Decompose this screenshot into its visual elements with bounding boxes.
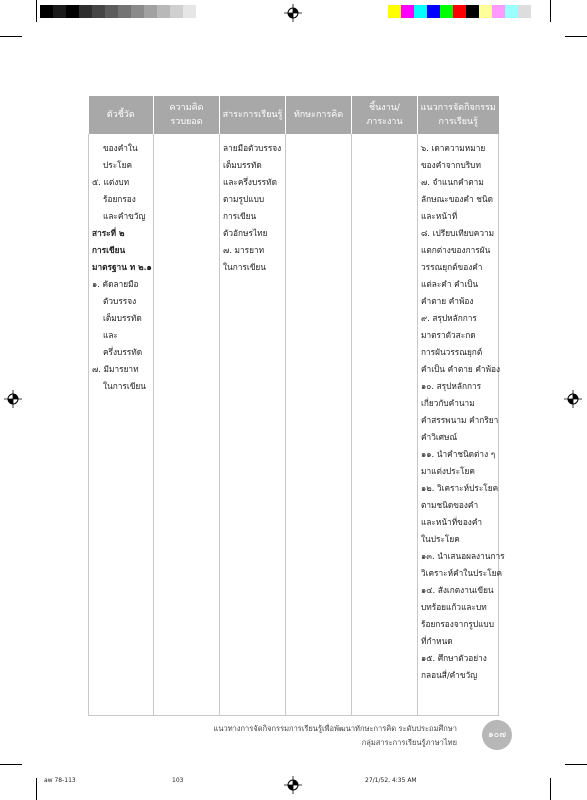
slug-filename: aw 78-113 bbox=[44, 777, 76, 784]
gray-swatch bbox=[144, 5, 157, 18]
concept-cell bbox=[154, 134, 220, 716]
activity-line: คำสรรพนาม คำกริยา bbox=[421, 415, 499, 425]
activity-line: ๘. เปรียบเทียบความ bbox=[421, 228, 495, 238]
activity-line: แต่ละคำ คำเป็น bbox=[421, 279, 479, 289]
color-swatch bbox=[466, 5, 479, 18]
content-line: เต็มบรรทัด bbox=[223, 160, 262, 170]
activity-line: วรรณยุกต์ของคำ bbox=[421, 262, 483, 272]
color-swatch bbox=[453, 5, 466, 18]
activity-line: ๖. เดาความหมาย bbox=[421, 143, 486, 153]
indicator-line: ๗. มีมารยาท bbox=[92, 364, 139, 374]
color-swatch bbox=[479, 5, 492, 18]
thinking-skills-cell bbox=[286, 134, 352, 716]
activity-line: คำตาย คำพ้อง bbox=[421, 296, 474, 306]
content-line: ตัวอักษรไทย bbox=[223, 228, 268, 238]
footer-book-title: แนวทางการจัดกิจกรรมการเรียนรู้เพื่อพัฒนาทักษะการคิด ระดับประถมศึกษา bbox=[213, 724, 457, 733]
activity-line: วิเคราะห์คำในประโยค bbox=[421, 568, 503, 578]
activity-line: ๙. สรุปหลักการ bbox=[421, 313, 477, 323]
indicator-line: เต็มบรรทัด bbox=[103, 313, 142, 323]
gray-swatch bbox=[183, 5, 196, 18]
indicator-line: และคำขวัญ bbox=[103, 211, 146, 221]
registration-mark-left-icon bbox=[4, 390, 22, 408]
indicator-line: ตัวบรรจง bbox=[103, 296, 137, 306]
activity-line: ๑๔. สังเกตงานเขียน bbox=[421, 585, 494, 595]
learning-plan-table bbox=[88, 96, 505, 716]
header-thinking-skills: ทักษะการคิด bbox=[286, 96, 352, 134]
content-line: และครึ่งบรรทัด bbox=[223, 177, 277, 187]
header-learning-content: สาระการเรียนรู้ bbox=[220, 96, 286, 134]
footer-subject: กลุ่มสาระการเรียนรู้ภาษาไทย bbox=[361, 738, 457, 747]
indicators-cell bbox=[89, 134, 154, 716]
activity-line: ตามชนิดของคำ bbox=[421, 500, 479, 510]
slug-page: 103 bbox=[172, 777, 184, 784]
gray-swatch bbox=[66, 5, 79, 18]
activity-line: มาแต่งประโยค bbox=[421, 466, 475, 476]
color-swatch bbox=[427, 5, 440, 18]
registration-mark-right-icon bbox=[564, 390, 582, 408]
gray-swatch bbox=[157, 5, 170, 18]
header-concept: ความคิด รวบยอด bbox=[154, 96, 220, 134]
activity-line: ๑๒. วิเคราะห์ประโยค bbox=[421, 483, 499, 493]
activity-line: กลอนสี่/คำขวัญ bbox=[421, 670, 478, 680]
gray-swatch bbox=[170, 5, 183, 18]
activity-line: บทร้อยแก้วและบท bbox=[421, 602, 487, 612]
activity-line: ที่กำหนด bbox=[421, 636, 453, 646]
activity-line: คำวิเศษณ์ bbox=[421, 432, 458, 442]
slug-timestamp: 27/1/52, 4:35 AM bbox=[365, 777, 417, 784]
activity-line: ๗. จำแนกคำตาม bbox=[421, 177, 484, 187]
content-line: ในการเขียน bbox=[223, 262, 266, 272]
indicator-line: มาตรฐาน ท ๒.๑ bbox=[92, 262, 152, 272]
activity-line: มาตราตัวสะกด bbox=[421, 330, 476, 340]
indicator-line: ๕. แต่งบท bbox=[92, 177, 130, 187]
activities-cell bbox=[418, 134, 505, 716]
activity-line: แตกต่างของการผัน bbox=[421, 245, 491, 255]
indicator-line: การเขียน bbox=[92, 245, 126, 255]
table-row bbox=[89, 134, 499, 716]
activity-line: และหน้าที่ของคำ bbox=[421, 517, 483, 527]
indicator-line: ๑. คัดลายมือ bbox=[92, 279, 139, 289]
color-swatch bbox=[388, 5, 401, 18]
indicator-line: ร้อยกรอง bbox=[103, 194, 136, 204]
color-swatch bbox=[492, 5, 505, 18]
gray-swatch bbox=[118, 5, 131, 18]
activity-line: ร้อยกรองจากรูปแบบ bbox=[421, 619, 494, 629]
activity-line: ๑๕. ศึกษาตัวอย่าง bbox=[421, 653, 487, 663]
learning-content-cell bbox=[220, 134, 286, 716]
content-line: ลายมือตัวบรรจง bbox=[223, 143, 282, 153]
gray-swatch bbox=[92, 5, 105, 18]
gray-swatch bbox=[196, 5, 209, 18]
content-line: ๗. มารยาท bbox=[223, 245, 265, 255]
color-swatch bbox=[401, 5, 414, 18]
content-line: การเขียน bbox=[223, 211, 257, 221]
grayscale-calibration-bar bbox=[40, 5, 209, 18]
color-swatch bbox=[518, 5, 531, 18]
header-activities: แนวการจัดกิจกรรม การเรียนรู้ bbox=[418, 96, 499, 134]
indicator-line: ครึ่งบรรทัด bbox=[103, 347, 143, 357]
indicator-line: ของคำใน bbox=[103, 143, 138, 153]
workpiece-cell bbox=[352, 134, 418, 716]
indicator-line: ประโยค bbox=[103, 160, 133, 170]
activity-line: คำเป็น คำตาย คำพ้อง bbox=[421, 364, 501, 374]
header-indicators: ตัวชี้วัด bbox=[89, 96, 154, 134]
table-header-row bbox=[89, 96, 499, 134]
indicator-line: ในการเขียน bbox=[103, 381, 146, 391]
gray-swatch bbox=[79, 5, 92, 18]
activity-line: ๑๑. นำคำชนิดต่าง ๆ bbox=[421, 449, 496, 459]
registration-mark-bottom-icon bbox=[284, 776, 302, 794]
activity-line: ๑๓. นำเสนอผลงานการ bbox=[421, 551, 505, 561]
gray-swatch bbox=[105, 5, 118, 18]
color-swatch bbox=[505, 5, 518, 18]
activity-line: การผันวรรณยุกต์ bbox=[421, 347, 483, 357]
gray-swatch bbox=[131, 5, 144, 18]
header-workpiece: ชิ้นงาน/ ภาระงาน bbox=[352, 96, 418, 134]
gray-swatch bbox=[53, 5, 66, 18]
registration-mark-top-icon bbox=[284, 4, 302, 22]
activity-line: และหน้าที่ bbox=[421, 211, 458, 221]
activity-line: ของคำจากบริบท bbox=[421, 160, 481, 170]
gray-swatch bbox=[40, 5, 53, 18]
indicator-line: สาระที่ ๒ bbox=[92, 228, 125, 238]
color-swatch bbox=[414, 5, 427, 18]
color-swatch bbox=[440, 5, 453, 18]
color-calibration-bar bbox=[388, 5, 544, 18]
activity-line: ลักษณะของคำ ชนิด bbox=[421, 194, 493, 204]
activity-line: ในประโยค bbox=[421, 534, 460, 544]
activity-line: ๑๐. สรุปหลักการ bbox=[421, 381, 482, 391]
indicator-line: และ bbox=[103, 330, 118, 340]
content-line: ตามรูปแบบ bbox=[223, 194, 265, 204]
activity-line: เกี่ยวกับคำนาม bbox=[421, 398, 475, 408]
color-swatch bbox=[531, 5, 544, 18]
page-number: ๑๐๗ bbox=[482, 720, 512, 750]
